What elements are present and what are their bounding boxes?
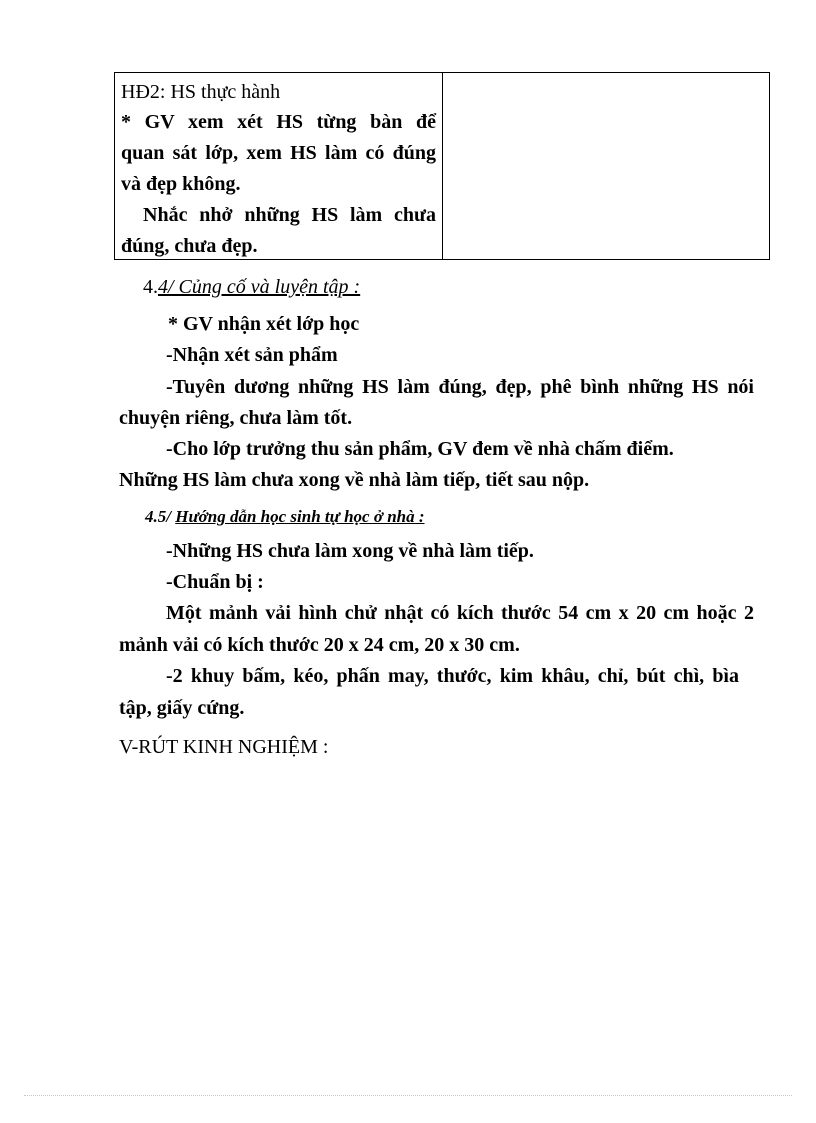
text-line: Một mảnh vải hình chử nhật có kích thước 54 cm x 20 cm hoặc 2 <box>166 602 754 624</box>
table-cell-line: Nhắc nhở những HS làm chưa <box>143 204 436 226</box>
section-title: 4/ Củng cố và luyện tập : <box>158 276 361 298</box>
table-right-cell <box>443 73 769 259</box>
text-line: -Cho lớp trưởng thu sản phẩm, GV đem về nhà chấm điểm. <box>166 438 674 460</box>
text-line: -Nhận xét sản phẩm <box>166 344 338 366</box>
section-number: 4.5/ <box>145 507 176 526</box>
table-cell-line: * GV xem xét HS từng bàn để <box>121 111 436 133</box>
activity-table <box>114 72 770 260</box>
text-line: -Tuyên dương những HS làm đúng, đẹp, phê bình những HS nói <box>166 376 754 398</box>
section-heading-4-5 <box>145 503 425 531</box>
text-line: -Chuẩn bị : <box>166 571 264 593</box>
page-footer-divider <box>24 1095 792 1096</box>
text-line: chuyện riêng, chưa làm tốt. <box>119 407 353 429</box>
table-cell-line: và đẹp không. <box>121 173 241 195</box>
table-left-cell <box>115 73 443 259</box>
text-line: -2 khuy bấm, kéo, phấn may, thước, kim khâu, chỉ, bút chì, bìa <box>166 665 739 687</box>
table-cell-line: đúng, chưa đẹp. <box>121 235 258 257</box>
section-heading-v: V-RÚT KINH NGHIỆM : <box>119 736 329 758</box>
text-line: mảnh vải có kích thước 20 x 24 cm, 20 x 30 cm. <box>119 634 520 656</box>
table-cell-title: HĐ2: HS thực hành <box>121 81 281 103</box>
table-cell-line: quan sát lớp, xem HS làm có đúng <box>121 142 436 164</box>
section-heading-4-4 <box>143 273 360 301</box>
text-line: tập, giấy cứng. <box>119 697 245 719</box>
text-line: Những HS làm chưa xong về nhà làm tiếp, tiết sau nộp. <box>119 469 590 491</box>
text-line: -Những HS chưa làm xong về nhà làm tiếp. <box>166 540 534 562</box>
section-number: 4. <box>143 276 158 298</box>
text-line: * GV nhận xét lớp học <box>168 313 360 335</box>
section-title: Hướng dẫn học sinh tự học ở nhà : <box>175 507 425 526</box>
